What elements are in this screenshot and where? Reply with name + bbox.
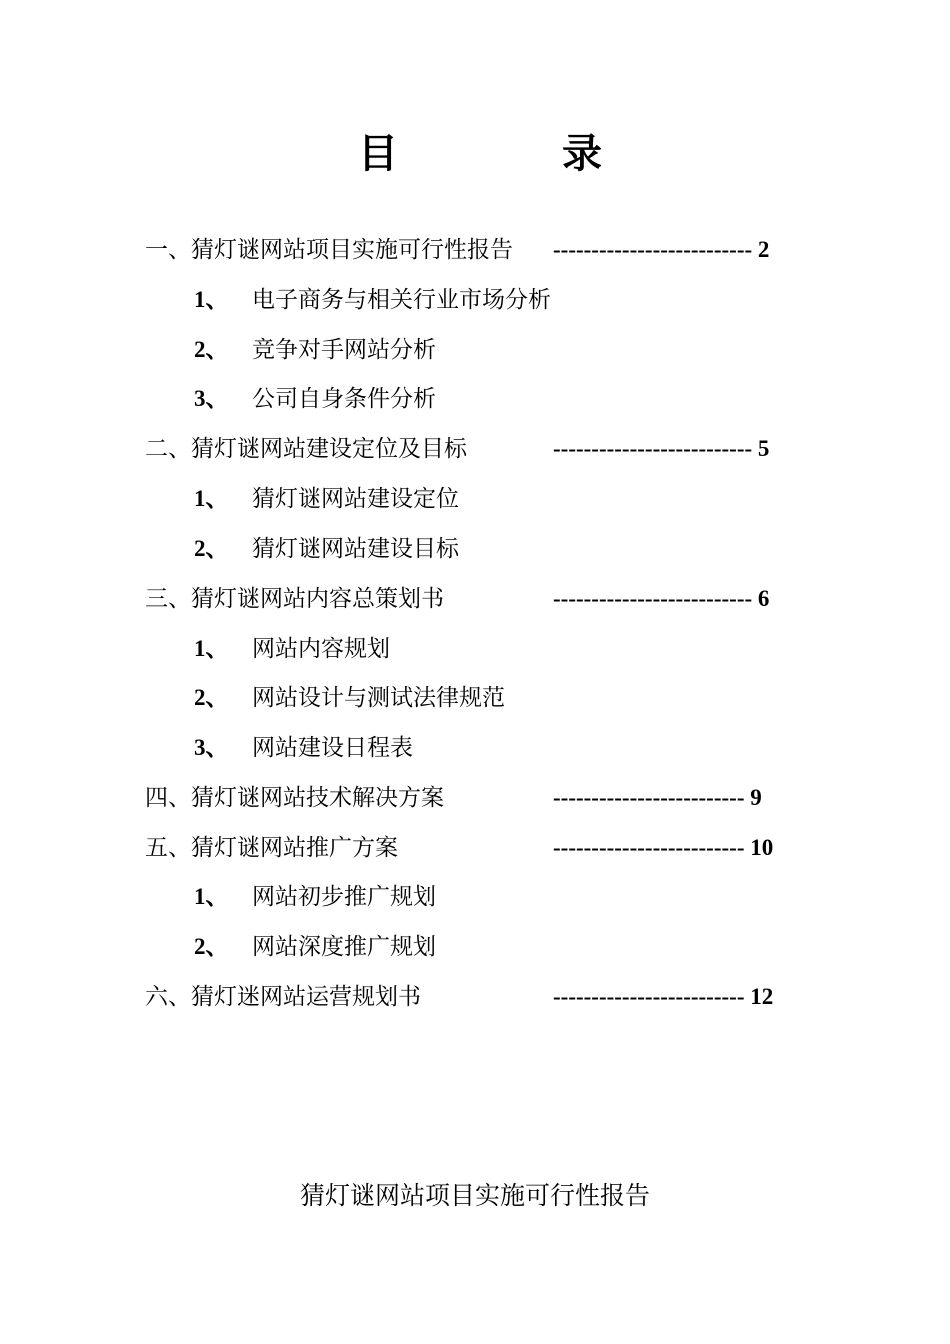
toc-subentry[interactable] bbox=[0, 283, 950, 317]
toc-subentry-text: 公司自身条件分析 bbox=[252, 386, 436, 412]
toc-entry[interactable] bbox=[0, 233, 950, 267]
toc-subentry-number: 2、 bbox=[194, 934, 229, 959]
toc-subentry-number: 1、 bbox=[194, 884, 229, 909]
toc-entry-text: 六、猜灯迷网站运营规划书 bbox=[145, 984, 421, 1010]
toc-entry[interactable] bbox=[0, 980, 950, 1014]
toc-entry-page: -------------------------- 5 bbox=[553, 436, 770, 461]
toc-subentry-text: 猜灯谜网站建设目标 bbox=[252, 536, 459, 562]
toc-entry-page: -------------------------- 6 bbox=[553, 586, 770, 611]
toc-entry[interactable] bbox=[0, 582, 950, 616]
toc-subentry-number: 2、 bbox=[194, 685, 229, 710]
toc-entry-text: 三、猜灯谜网站内容总策划书 bbox=[145, 586, 444, 612]
toc-subentry[interactable] bbox=[0, 482, 950, 516]
toc-subentry-number: 2、 bbox=[194, 337, 229, 362]
report-heading: 猜灯谜网站项目实施可行性报告 bbox=[299, 1181, 650, 1210]
toc-entry[interactable] bbox=[0, 432, 950, 466]
toc-entry-page: ------------------------- 12 bbox=[553, 984, 774, 1009]
toc-entry-page: ------------------------- 9 bbox=[553, 785, 762, 810]
toc-subentry-number: 3、 bbox=[194, 735, 229, 760]
toc-subentry-text: 网站深度推广规划 bbox=[252, 934, 436, 960]
toc-subentry-number: 1、 bbox=[194, 287, 229, 312]
toc-entry-text: 四、猜灯谜网站技术解决方案 bbox=[145, 785, 444, 811]
toc-subentry-number: 2、 bbox=[194, 536, 229, 561]
toc-subentry-number: 1、 bbox=[194, 486, 229, 511]
toc-entry[interactable] bbox=[0, 831, 950, 865]
toc-subentry-text: 电子商务与相关行业市场分析 bbox=[252, 287, 551, 313]
toc-entry-text: 一、猜灯谜网站项目实施可行性报告 bbox=[145, 237, 513, 263]
toc-subentry-text: 网站初步推广规划 bbox=[252, 884, 436, 910]
toc-subentry-number: 1、 bbox=[194, 636, 229, 661]
toc-subentry-text: 网站内容规划 bbox=[252, 636, 390, 662]
toc-subentry[interactable] bbox=[0, 632, 950, 666]
toc-subentry[interactable] bbox=[0, 880, 950, 914]
toc-subentry[interactable] bbox=[0, 681, 950, 715]
toc-subentry-text: 竞争对手网站分析 bbox=[252, 337, 436, 363]
toc-subentry[interactable] bbox=[0, 382, 950, 416]
toc-entry-text: 五、猜灯谜网站推广方案 bbox=[145, 835, 398, 861]
toc-subentry-text: 猜灯谜网站建设定位 bbox=[252, 486, 459, 512]
toc-subentry[interactable] bbox=[0, 930, 950, 964]
toc-subentry[interactable] bbox=[0, 731, 950, 765]
toc-entry-text: 二、猜灯谜网站建设定位及目标 bbox=[145, 436, 467, 462]
toc-subentry-text: 网站设计与测试法律规范 bbox=[252, 685, 505, 711]
toc-title-char-2: 录 bbox=[562, 130, 602, 177]
toc-subentry[interactable] bbox=[0, 532, 950, 566]
toc-entry-page: -------------------------- 2 bbox=[553, 237, 770, 262]
toc-entry-page: ------------------------- 10 bbox=[553, 835, 774, 860]
toc-entry[interactable] bbox=[0, 781, 950, 815]
toc-subentry[interactable] bbox=[0, 333, 950, 367]
toc-title-char-1: 目 bbox=[358, 130, 398, 177]
toc-subentry-number: 3、 bbox=[194, 386, 229, 411]
toc-subentry-text: 网站建设日程表 bbox=[252, 735, 413, 761]
